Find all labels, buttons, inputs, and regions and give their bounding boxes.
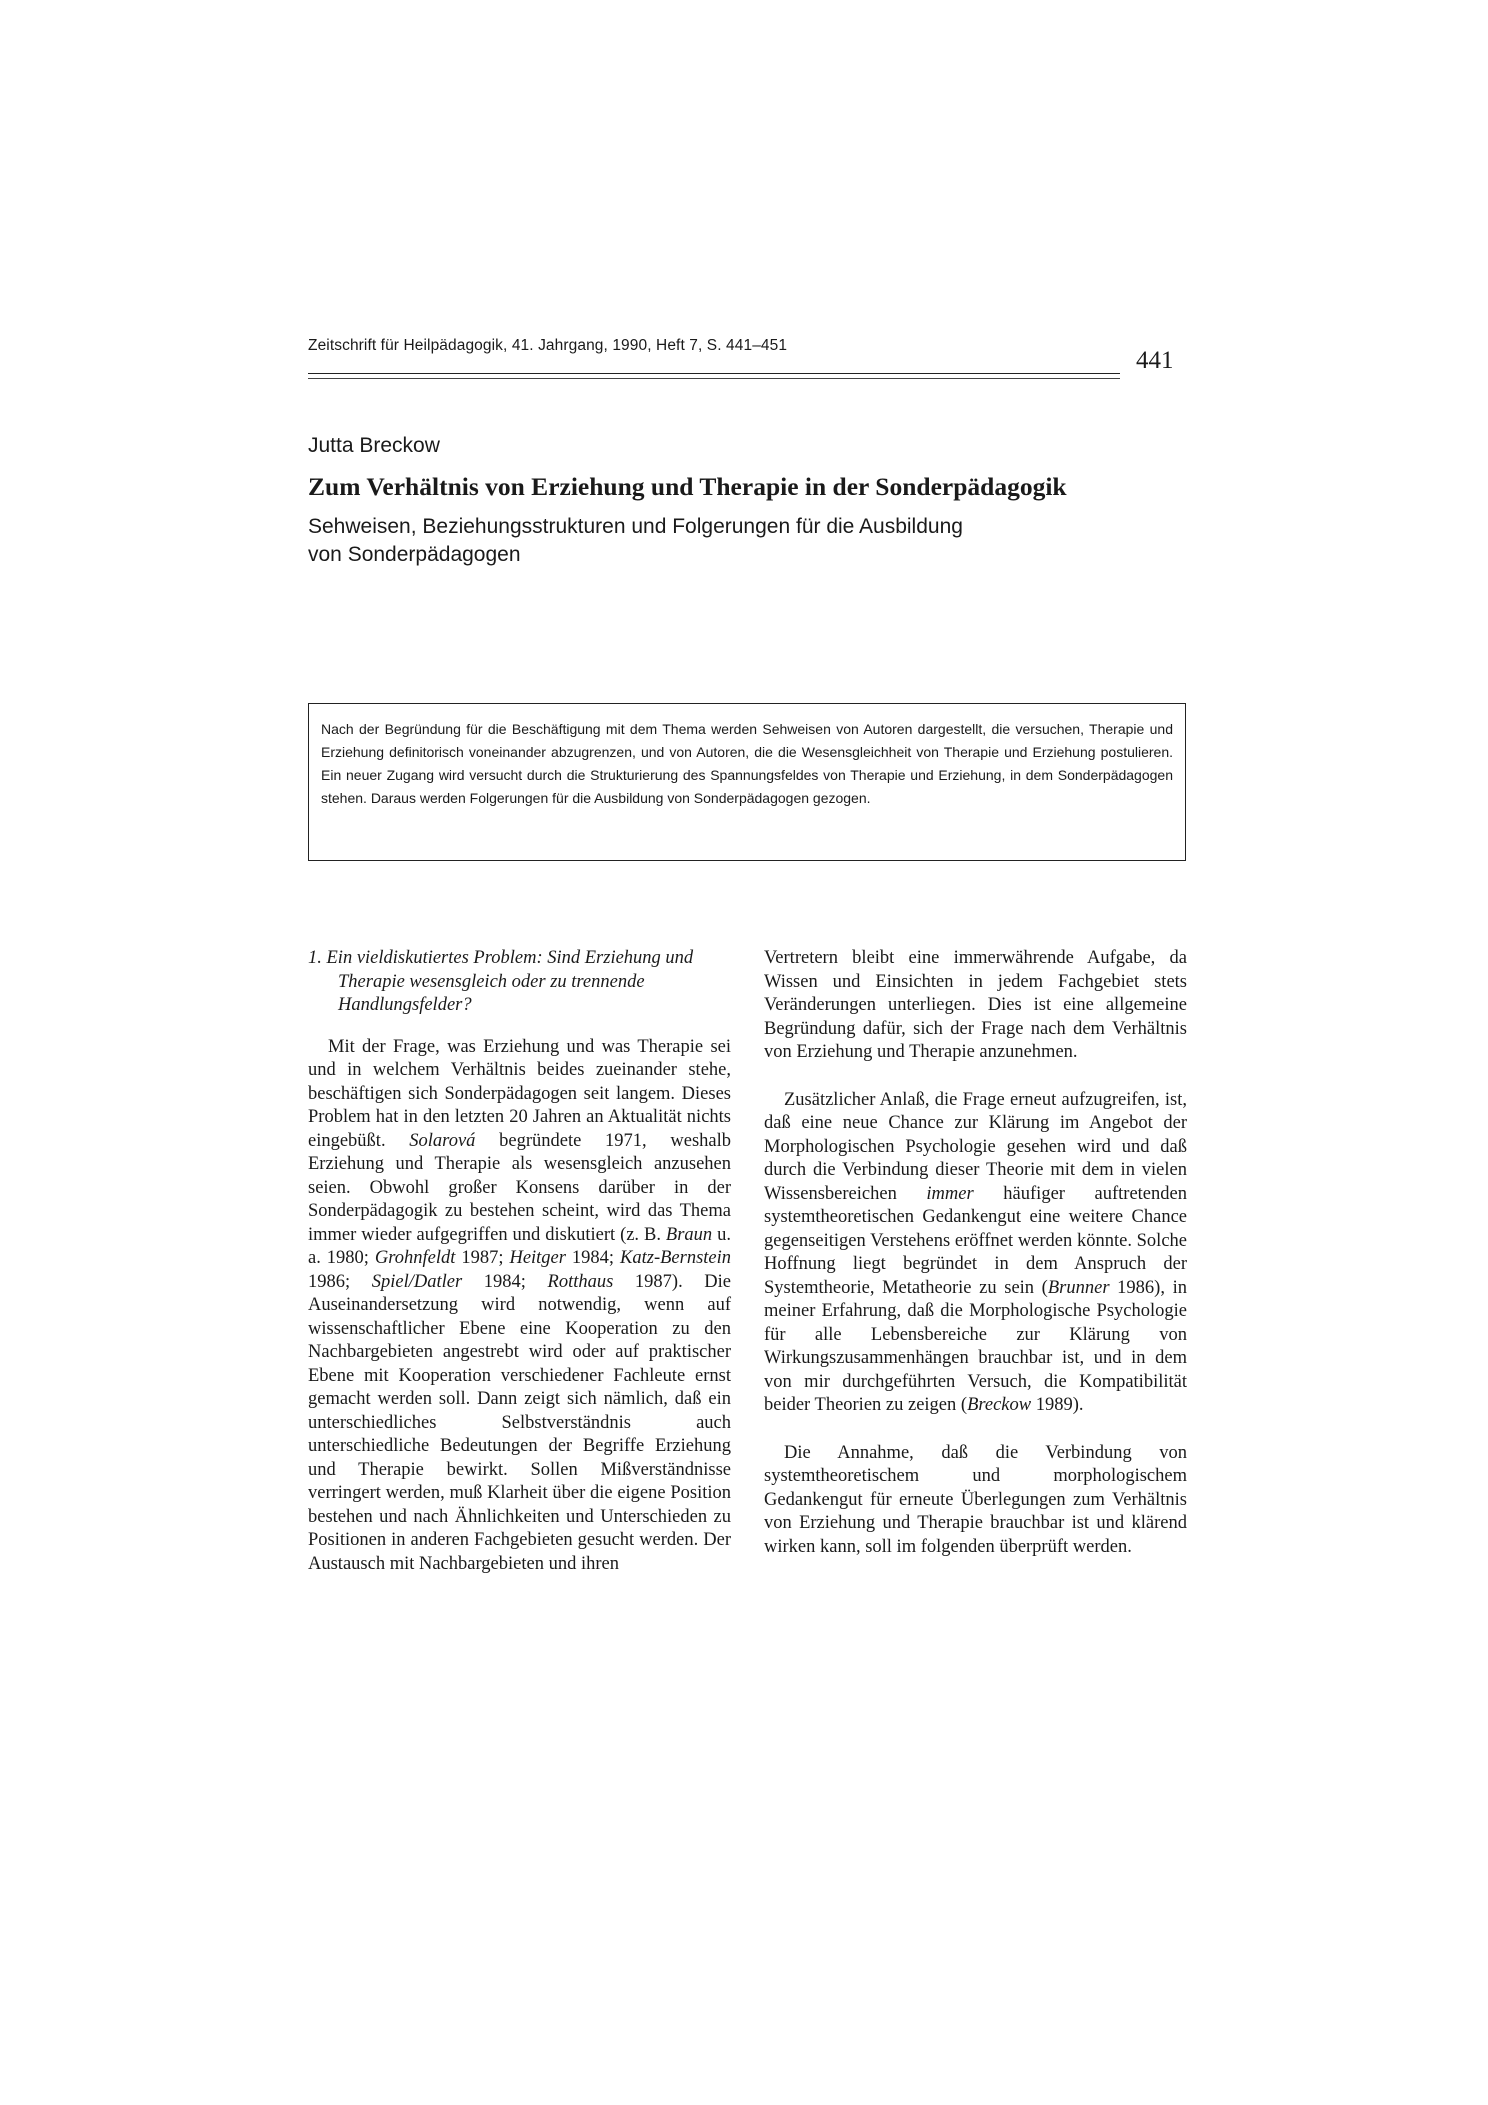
citation-author: Heitger <box>509 1248 566 1268</box>
text-run: 1986), in meiner Erfahrung, daß die Morphologische Psychologie für alle Lebensbereiche zur Klärung von Wirkungszusammenhängen brauchbar ist, und in dem von mir durchgeführten Versuch, die Kompatibilität beider Theorien zu zeigen ( <box>764 1277 1187 1415</box>
emphasis: immer <box>926 1183 974 1204</box>
citation-author: Katz-Bernstein <box>620 1248 732 1268</box>
abstract-box <box>308 703 1186 861</box>
author-name: Jutta Breckow <box>308 434 440 457</box>
text-run: begründete 1971, weshalb Erziehung und Therapie als wesensgleich anzusehen seien. Obwohl großer Konsens darüber in der Sonderpädagogik zu bestehen scheint, wird das Thema immer wieder aufgegriffen und diskutiert (z. B. <box>308 1130 731 1245</box>
text-run: Zusätzlicher Anlaß, die Frage erneut aufzugreifen, ist, daß eine neue Chance zur Klärung im Angebot der Morphologischen Psychologie gesehen wird und daß durch die Verbindung dieser Theorie mit dem in vielen Wissensbereichen <box>764 1089 1187 1204</box>
citation-author: Brunner <box>1047 1277 1110 1298</box>
citation-author: Grohnfeldt <box>374 1248 456 1268</box>
text-run: häufiger auftretenden systemtheoretischen Gedankengut eine weitere Chance gegenseitigen Verstehens eröffnet werden könnte. Solche Hoffnung liegt begründet in dem Anspruch der Systemtheorie, Metatheorie zu sein ( <box>764 1183 1187 1298</box>
text-run: 1984; <box>462 1271 548 1292</box>
text-run: 1987). Die Auseinandersetzung wird notwendig, wenn auf wissenschaftlicher Ebene eine Kooperation zu den Nachbargebieten angestrebt wird oder auf praktischer Ebene mit Kooperation verschiedener Fachleute ernst gemacht werden soll. Dann zeigt sich nämlich, daß ein unterschiedliches Selbstverständnis auch unterschiedliche Bedeutungen der Begriffe Erziehung und Therapie bewirkt. Sollen Mißverständnisse verringert werden, muß Klarheit über die eigene Position bestehen und nach Ähnlichkeiten und Unterschieden zu Positionen in anderen Fachgebieten gesucht werden. Der Austausch mit Nachbargebieten und ihren <box>308 1271 732 1574</box>
text-run: 1986; <box>308 1271 372 1292</box>
paragraph-3: Die Annahme, daß die Verbindung von systemtheoretischem und morphologischem Gedankengut für erneute Überlegungen zum Verhältnis von Erziehung und Therapie brauchbar ist und klärend wirken kann, soll im folgenden überprüft werden. <box>764 1442 1187 1557</box>
citation-author: Solarová <box>409 1130 476 1151</box>
article-title: Zum Verhältnis von Erziehung und Therapie in der Sonderpädagogik <box>308 472 1067 501</box>
journal-citation: Zeitschrift für Heilpädagogik, 41. Jahrgang, 1990, Heft 7, S. 441–451 <box>308 337 788 354</box>
column-left <box>308 947 731 1576</box>
text-run: 1987; <box>455 1248 510 1268</box>
text-run: u. a. 1980; <box>308 1224 731 1268</box>
subtitle-line-2: von Sonderpädagogen <box>308 543 521 566</box>
subtitle-line-1: Sehweisen, Beziehungsstrukturen und Folgerungen für die Ausbildung <box>308 515 963 538</box>
text-run: 1984; <box>565 1248 621 1268</box>
header-rule <box>308 373 1120 374</box>
abstract-text: Nach der Begründung für die Beschäftigung mit dem Thema werden Sehweisen von Autoren dargestellt, die versuchen, Therapie und Erziehung definitorisch voneinander abzugrenzen, und von Autoren, die die Wesensgleichheit von Therapie und Erziehung postulieren. Ein neuer Zugang wird versucht durch die Strukturierung des Spannungsfeldes von Therapie und Erziehung, in dem Sonderpädagogen stehen. Daraus werden Folgerungen für die Ausbildung von Sonderpädagogen gezogen. <box>321 721 1173 806</box>
column-right <box>764 947 1187 1559</box>
paragraph-2 <box>764 1089 1187 1418</box>
paragraph-1-continued: Vertretern bleibt eine immerwährende Aufgabe, da Wissen und Einsichten in jedem Fachgebiet stets Veränderungen unterliegen. Dies ist eine allgemeine Begründung dafür, sich der Frage nach dem Verhältnis von Erziehung und Therapie anzunehmen. <box>764 948 1187 1062</box>
article-subtitle <box>308 513 963 569</box>
paragraph-1 <box>308 1036 731 1577</box>
text-run: Mit der Frage, was Erziehung und was Therapie sei und in welchem Verhältnis beides zueinander stehe, beschäftigen sich Sonderpädagogen seit langem. Dieses Problem hat in den letzten 20 Jahren an Aktualität nichts eingebüßt. <box>308 1036 731 1151</box>
citation-author: Breckow <box>967 1395 1032 1415</box>
header-rule-secondary <box>308 378 1120 379</box>
page-number: 441 <box>1136 347 1174 374</box>
citation-author: Braun <box>665 1224 713 1245</box>
citation-author: Rotthaus <box>547 1271 614 1292</box>
text-run: 1989). <box>1031 1395 1084 1415</box>
citation-author: Spiel/Datler <box>371 1271 463 1292</box>
section-heading: 1. Ein vieldiskutiertes Problem: Sind Erziehung und Therapie wesensgleich oder zu trennende Handlungsfelder? <box>308 948 694 1015</box>
